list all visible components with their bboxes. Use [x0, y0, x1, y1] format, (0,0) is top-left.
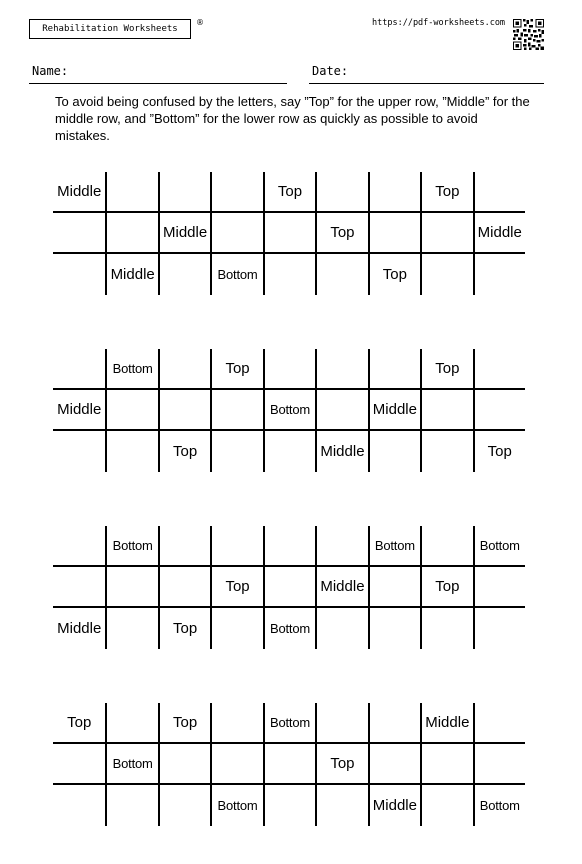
grid-cell: Top: [420, 567, 472, 608]
grid-cell: [420, 785, 472, 826]
grid-cell: [105, 172, 157, 213]
grid-cell: [473, 172, 525, 213]
grid-cell: [105, 785, 157, 826]
grid-cell: [263, 526, 315, 567]
word-grid-4: [53, 703, 525, 826]
grid-cell: Middle: [315, 431, 367, 472]
grid-cell: Bottom: [263, 703, 315, 744]
grid-cell: [315, 703, 367, 744]
grid-cell: [315, 608, 367, 649]
grid-cell: [105, 703, 157, 744]
grid-cell: [105, 431, 157, 472]
grid-cell: [368, 431, 420, 472]
grid-cell: [210, 213, 262, 254]
grid-cell: Top: [315, 213, 367, 254]
grid-cell: Bottom: [263, 608, 315, 649]
grid-cell: [420, 431, 472, 472]
badge-label: Rehabilitation Worksheets: [42, 24, 178, 34]
grid-cell: Bottom: [105, 349, 157, 390]
grid-cell: [263, 213, 315, 254]
grid-cell: [210, 172, 262, 213]
grid-cell: [263, 431, 315, 472]
grid-cell: [210, 390, 262, 431]
grid-cell: Middle: [158, 213, 210, 254]
grid-cell: Bottom: [368, 526, 420, 567]
grid-cell: [368, 213, 420, 254]
date-field[interactable]: [309, 64, 544, 84]
grid-cell: [315, 349, 367, 390]
grid-cell: Bottom: [263, 390, 315, 431]
grid-cell: [158, 785, 210, 826]
grid-cell: Top: [420, 172, 472, 213]
grid-cell: [53, 431, 105, 472]
grid-cell: [158, 349, 210, 390]
grid-cell: Top: [263, 172, 315, 213]
grid-cell: [473, 567, 525, 608]
grid-cell: [473, 744, 525, 785]
grid-cell: Middle: [368, 390, 420, 431]
grid-cell: [105, 213, 157, 254]
grid-cell: [53, 744, 105, 785]
grid-cell: [105, 608, 157, 649]
grid-cell: Bottom: [105, 744, 157, 785]
grid-cell: [473, 349, 525, 390]
grid-cell: [158, 744, 210, 785]
grid-cell: [158, 254, 210, 295]
grid-cell: [53, 349, 105, 390]
grid-cell: Top: [158, 431, 210, 472]
grid-cell: [263, 254, 315, 295]
grid-cell: Middle: [368, 785, 420, 826]
grid-cell: [53, 254, 105, 295]
grid-cell: [263, 744, 315, 785]
grid-cell: Top: [158, 703, 210, 744]
grid-cell: [368, 172, 420, 213]
grid-cell: [420, 526, 472, 567]
grid-cell: [210, 703, 262, 744]
grid-cell: [368, 703, 420, 744]
grid-cell: [158, 526, 210, 567]
grid-cell: [53, 567, 105, 608]
grid-cell: [420, 744, 472, 785]
grid-cell: Top: [53, 703, 105, 744]
grid-cell: [368, 567, 420, 608]
grid-cell: Middle: [53, 390, 105, 431]
grid-cell: Bottom: [210, 785, 262, 826]
grid-cell: [210, 431, 262, 472]
grid-cell: [368, 744, 420, 785]
grid-cell: [315, 172, 367, 213]
grid-cell: [473, 254, 525, 295]
word-grid-3: [53, 526, 525, 649]
grid-cell: [53, 526, 105, 567]
name-field[interactable]: [29, 64, 287, 84]
grid-cell: [420, 254, 472, 295]
worksheet-badge: [29, 19, 191, 39]
grid-cell: Top: [158, 608, 210, 649]
grid-cell: Bottom: [210, 254, 262, 295]
grid-cell: Middle: [473, 213, 525, 254]
grid-cell: [105, 567, 157, 608]
grid-cell: Middle: [53, 172, 105, 213]
word-grid-1: [53, 172, 525, 295]
grid-cell: [105, 390, 157, 431]
grid-cell: [315, 254, 367, 295]
grid-cell: [420, 608, 472, 649]
grid-cell: Bottom: [473, 526, 525, 567]
grid-cell: [263, 349, 315, 390]
grid-cell: Top: [210, 349, 262, 390]
grid-cell: Middle: [420, 703, 472, 744]
word-grid-2: [53, 349, 525, 472]
grid-cell: Top: [420, 349, 472, 390]
grid-cell: Top: [473, 431, 525, 472]
grid-cell: Middle: [315, 567, 367, 608]
grid-cell: [158, 567, 210, 608]
grid-cell: Middle: [105, 254, 157, 295]
grid-cell: [420, 390, 472, 431]
instructions-text: To avoid being confused by the letters, say ”Top” for the upper row, ”Middle” for the middle row, and ”Bottom” for the lower row as quickly as possible to avoid mistakes.: [55, 94, 530, 143]
qr-code-icon: [513, 19, 544, 50]
registered-mark: ®: [196, 18, 204, 27]
grid-cell: [473, 390, 525, 431]
grid-cell: [53, 785, 105, 826]
grid-cell: [158, 172, 210, 213]
name-label: Name:: [32, 64, 69, 78]
grid-cell: [315, 785, 367, 826]
grid-cell: Top: [368, 254, 420, 295]
grid-cell: [315, 526, 367, 567]
grid-cell: Top: [315, 744, 367, 785]
grid-cell: Middle: [57, 620, 102, 637]
grid-cell: Top: [210, 567, 262, 608]
grid-cell: [420, 213, 472, 254]
grid-cell: [263, 785, 315, 826]
grid-cell: [368, 608, 420, 649]
site-url[interactable]: https://pdf-worksheets.com: [372, 18, 506, 28]
grid-cell: Bottom: [473, 785, 525, 826]
date-label: Date:: [312, 64, 349, 78]
grid-cell: [158, 390, 210, 431]
grid-cell: Bottom: [105, 526, 157, 567]
grid-cell: [368, 349, 420, 390]
grid-cell: [210, 608, 262, 649]
grid-cell: [473, 703, 525, 744]
grid-cell: [53, 213, 105, 254]
grid-cell: [315, 390, 367, 431]
grid-cell: [263, 567, 315, 608]
grid-cell: [473, 608, 525, 649]
grid-cell: [210, 526, 262, 567]
grid-cell: [210, 744, 262, 785]
